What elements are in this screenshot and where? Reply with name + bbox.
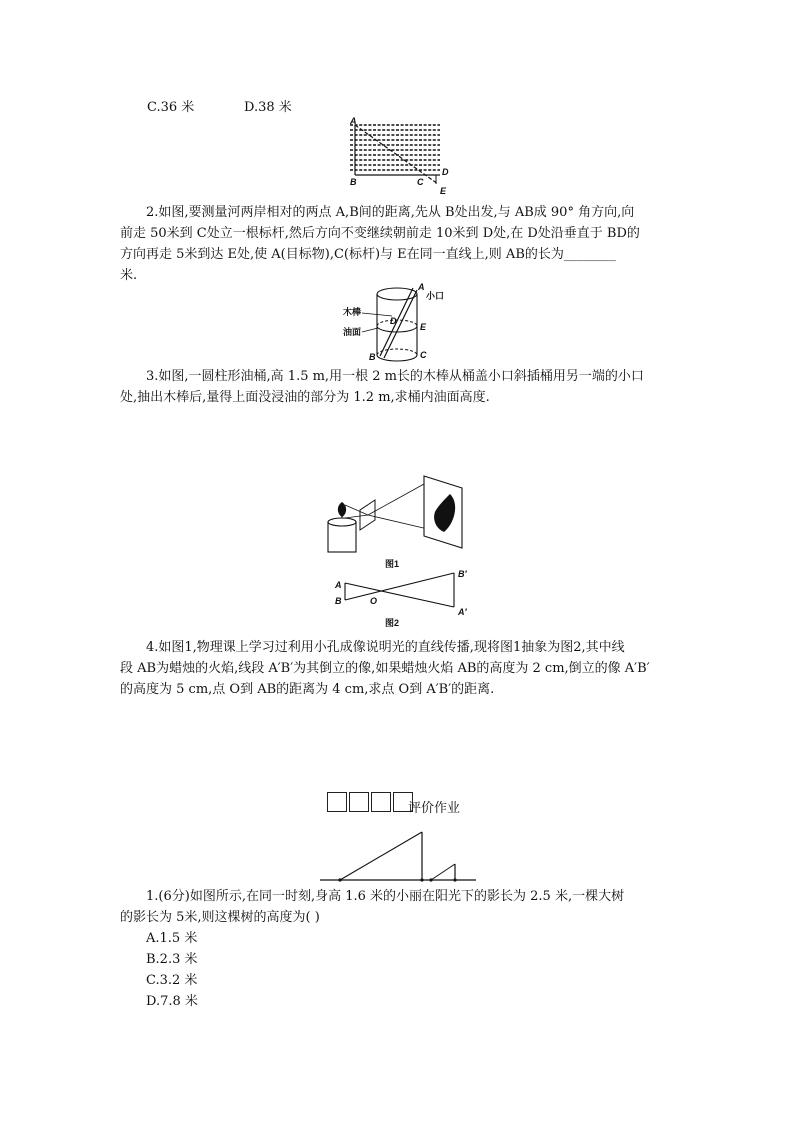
label-c: C (417, 177, 424, 187)
label-stick: 木棒 (343, 307, 362, 317)
question-3-line: 3.如图,一圆柱形油桶,高 1.5 m,用一根 2 m长的木棒从桶盖小口斜插桶用另一端的小口 (146, 369, 644, 384)
label-o: O (370, 596, 378, 606)
question-4-line: 的高度为 5 cm,点 O到 AB的距离为 4 cm,求点 O到 A′B′的距离. (120, 682, 495, 697)
river-figure (330, 112, 460, 200)
title-box (371, 792, 391, 812)
figure-caption-1: 图1 (385, 559, 400, 569)
label-e: E (420, 322, 427, 332)
label-a: A (418, 282, 425, 292)
question-3 (120, 366, 680, 408)
evaluation-question-1 (120, 886, 680, 1012)
question-2 (120, 202, 680, 286)
question-2-line: 2.如图,要测量河两岸相对的两点 A,B间的距离,先从 B处出发,与 AB成 90° 角方向,向 (146, 205, 635, 220)
oil-barrel-figure (340, 280, 460, 365)
question-4-line: 4.如图1,物理课上学习过利用小孔成像说明光的直线传播,现将图1抽象为图2,其中线 (146, 640, 625, 655)
title-box (327, 792, 347, 812)
river-hatching (350, 125, 440, 170)
shadow-figure (318, 830, 478, 885)
option-d: D.7.8 米 (146, 994, 198, 1009)
label-a: A (335, 580, 342, 590)
pinhole-figure (320, 470, 480, 630)
question-3-line: 处,抽出木棒后,量得上面没浸油的部分为 1.2 m,求桶内油面高度. (120, 390, 490, 405)
question-2-line: 米. (120, 268, 138, 283)
option-a: A.1.5 米 (146, 931, 198, 946)
label-oil-surface: 油面 (343, 327, 362, 337)
label-d: D (390, 316, 397, 326)
label-c: C (420, 350, 427, 360)
title-box (349, 792, 369, 812)
section-title-boxes (327, 792, 415, 812)
label-a: A (350, 116, 357, 126)
figure-caption-2: 图2 (385, 618, 400, 628)
label-small-mouth: 小口 (426, 291, 445, 301)
question-4-line: 段 AB为蜡烛的火焰,线段 A′B′为其倒立的像,如果蜡烛火焰 AB的高度为 2 cm,倒立的像 A′B′ (120, 661, 650, 676)
evaluation-question-line: 的影长为 5米,则这棵树的高度为( ) (120, 910, 320, 925)
question-4 (120, 637, 680, 700)
evaluation-question-line: 1.(6分)如图所示,在同一时刻,身高 1.6 米的小丽在阳光下的影长为 2.5 米,一棵大树 (146, 889, 625, 904)
label-a-prime: A′ (458, 607, 467, 617)
label-b: B (335, 596, 342, 606)
option-d: D.38 米 (244, 100, 292, 115)
label-b: B (350, 177, 357, 187)
question-2-line: 前走 50米到 C处立一根标杆,然后方向不变继续朝前走 10米到 D处,在 D处沿垂直于 BD的 (120, 226, 640, 241)
option-b: B.2.3 米 (146, 952, 198, 967)
label-d: D (442, 167, 449, 177)
label-b-prime: B′ (458, 569, 467, 579)
option-c: C.3.2 米 (146, 973, 198, 988)
option-c: C.36 米 (147, 100, 195, 115)
question-2-line: 方向再走 5米到达 E处,使 A(目标物),C(标杆)与 E在同一直线上,则 AB的长为________ (120, 247, 616, 262)
label-b: B (369, 352, 376, 362)
section-title: 评价作业 (408, 800, 461, 815)
label-e: E (440, 186, 447, 196)
